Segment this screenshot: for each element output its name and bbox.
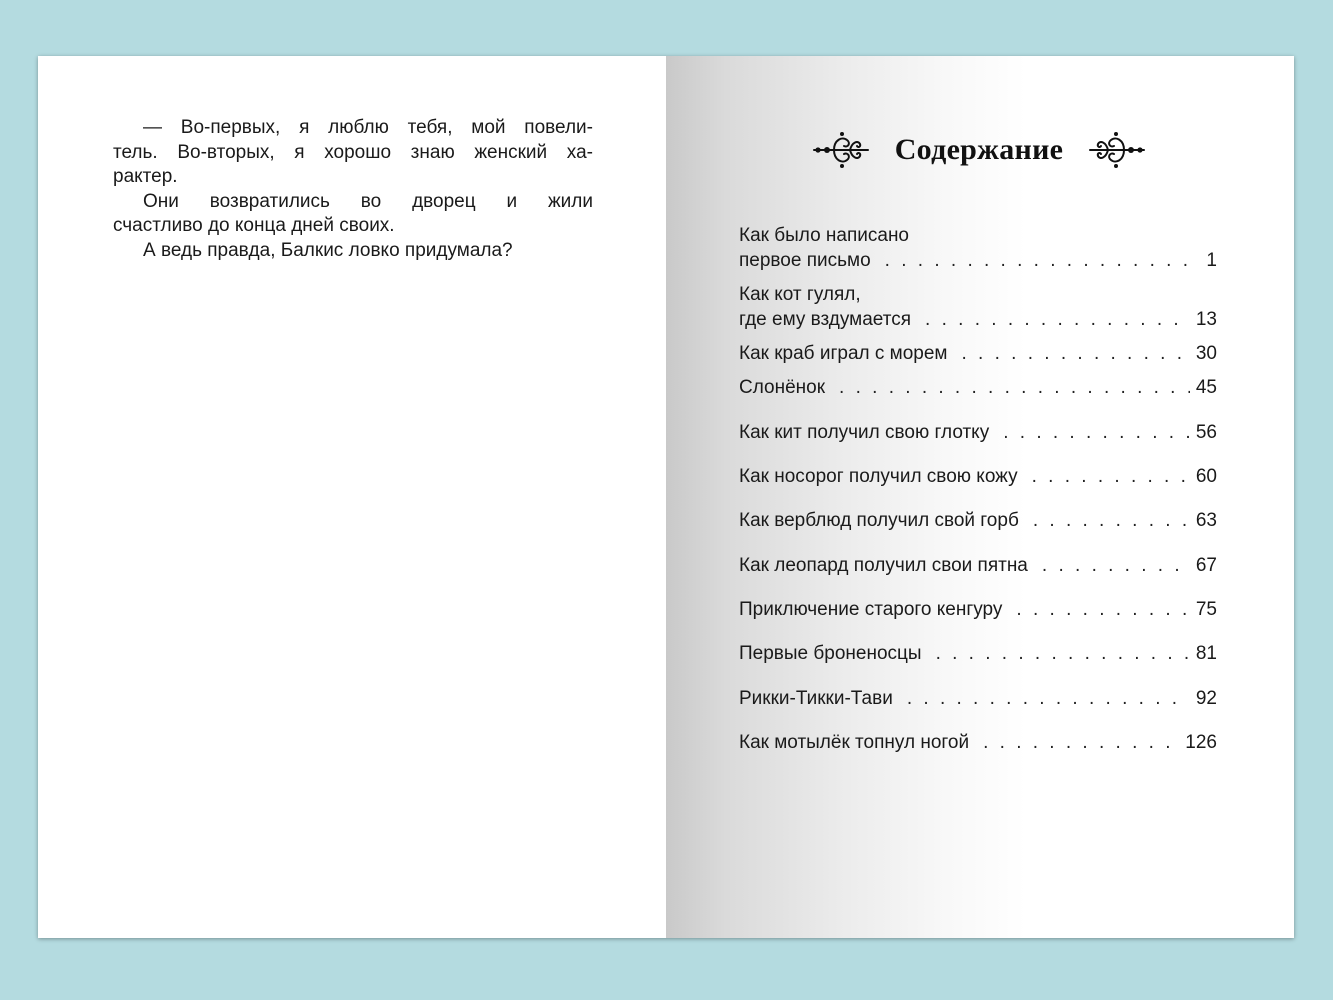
toc-leader-dots xyxy=(907,687,1190,712)
toc-leader-dots xyxy=(961,342,1189,367)
toc-leader-dots xyxy=(1033,509,1190,534)
toc-entry-title: первое письмо xyxy=(739,249,871,271)
toc-entry-title: Как кит получил свою глотку xyxy=(739,422,990,443)
toc-entry-title: Как носорог получил свою кожу xyxy=(739,466,1018,487)
toc-entry-title: Как мотылёк топнул ногой xyxy=(739,732,970,753)
toc-leader-dots xyxy=(1003,421,1190,446)
toc-entry[interactable] xyxy=(739,687,1217,712)
right-page xyxy=(666,56,1294,938)
toc-page-number: 63 xyxy=(1195,510,1217,531)
toc-leader-dots xyxy=(1032,465,1190,490)
toc-page-number: 92 xyxy=(1195,688,1217,709)
toc-entry[interactable] xyxy=(739,509,1217,534)
toc-entry[interactable] xyxy=(739,376,1217,401)
toc-entry-title-line: Как было написано xyxy=(739,225,909,246)
toc-title: Содержание xyxy=(894,133,1064,166)
left-page xyxy=(38,56,666,938)
toc-page-number: 81 xyxy=(1195,643,1217,664)
ornament-left-icon xyxy=(812,130,870,170)
toc-leader-dots xyxy=(925,308,1190,333)
paragraph-line: — Во-первых, я люблю тебя, мой повели- xyxy=(143,117,593,138)
toc-page-number: 126 xyxy=(1185,732,1217,753)
toc-entry-title: Первые броненосцы xyxy=(739,643,922,664)
toc-entry[interactable] xyxy=(739,554,1217,579)
toc-page-number: 75 xyxy=(1195,599,1217,620)
toc-leader-dots xyxy=(1016,598,1189,623)
toc-entry-title: где ему вздумается xyxy=(739,308,912,330)
toc-entry-title: Как краб играл с морем xyxy=(739,343,948,364)
toc-page-number: 1 xyxy=(1206,249,1217,271)
toc-page-number: 45 xyxy=(1195,377,1217,398)
paragraph-line: Они возвратились во дворец и жили xyxy=(143,190,593,212)
toc-leader-dots xyxy=(1042,554,1190,579)
toc-entry[interactable] xyxy=(739,342,1217,367)
toc-page-number: 60 xyxy=(1195,466,1217,487)
toc-entry[interactable] xyxy=(739,421,1217,446)
paragraph-line: А ведь правда, Балкис ловко придумала? xyxy=(143,239,513,261)
paragraph-line: тель. Во-вторых, я хорошо знаю женский ха- xyxy=(113,141,593,163)
toc-leader-dots xyxy=(885,249,1201,274)
toc-page-number: 30 xyxy=(1195,343,1217,364)
toc-entry-title: Как леопард получил свои пятна xyxy=(739,555,1028,576)
toc-entry[interactable] xyxy=(739,598,1217,623)
toc-leader-dots xyxy=(839,376,1190,401)
toc-entry[interactable] xyxy=(739,224,1217,273)
ornament-right-icon xyxy=(1088,130,1146,170)
toc-page-number: 67 xyxy=(1195,555,1217,576)
story-ending-text xyxy=(113,116,593,263)
toc-entry-title: Приключение старого кенгуру xyxy=(739,599,1003,620)
toc-entry-title: Рикки-Тикки-Тави xyxy=(739,688,893,709)
toc-header xyxy=(812,128,1146,172)
toc-leader-dots xyxy=(983,731,1179,756)
toc-entry-title: Как верблюд получил свой горб xyxy=(739,510,1019,531)
toc-leader-dots xyxy=(936,642,1190,667)
toc-entry-title: Слонёнок xyxy=(739,377,826,398)
toc-entry[interactable] xyxy=(739,283,1217,332)
toc-entry[interactable] xyxy=(739,642,1217,667)
paragraph-line: рактер. xyxy=(113,166,178,187)
book-spread xyxy=(38,56,1294,938)
toc-entry-title-line: Как кот гулял, xyxy=(739,284,861,305)
toc-entry[interactable] xyxy=(739,465,1217,490)
toc-page-number: 56 xyxy=(1195,422,1217,443)
toc-page-number: 13 xyxy=(1195,308,1217,330)
toc-entry[interactable] xyxy=(739,731,1217,756)
paragraph-line: счастливо до конца дней своих. xyxy=(113,215,395,236)
